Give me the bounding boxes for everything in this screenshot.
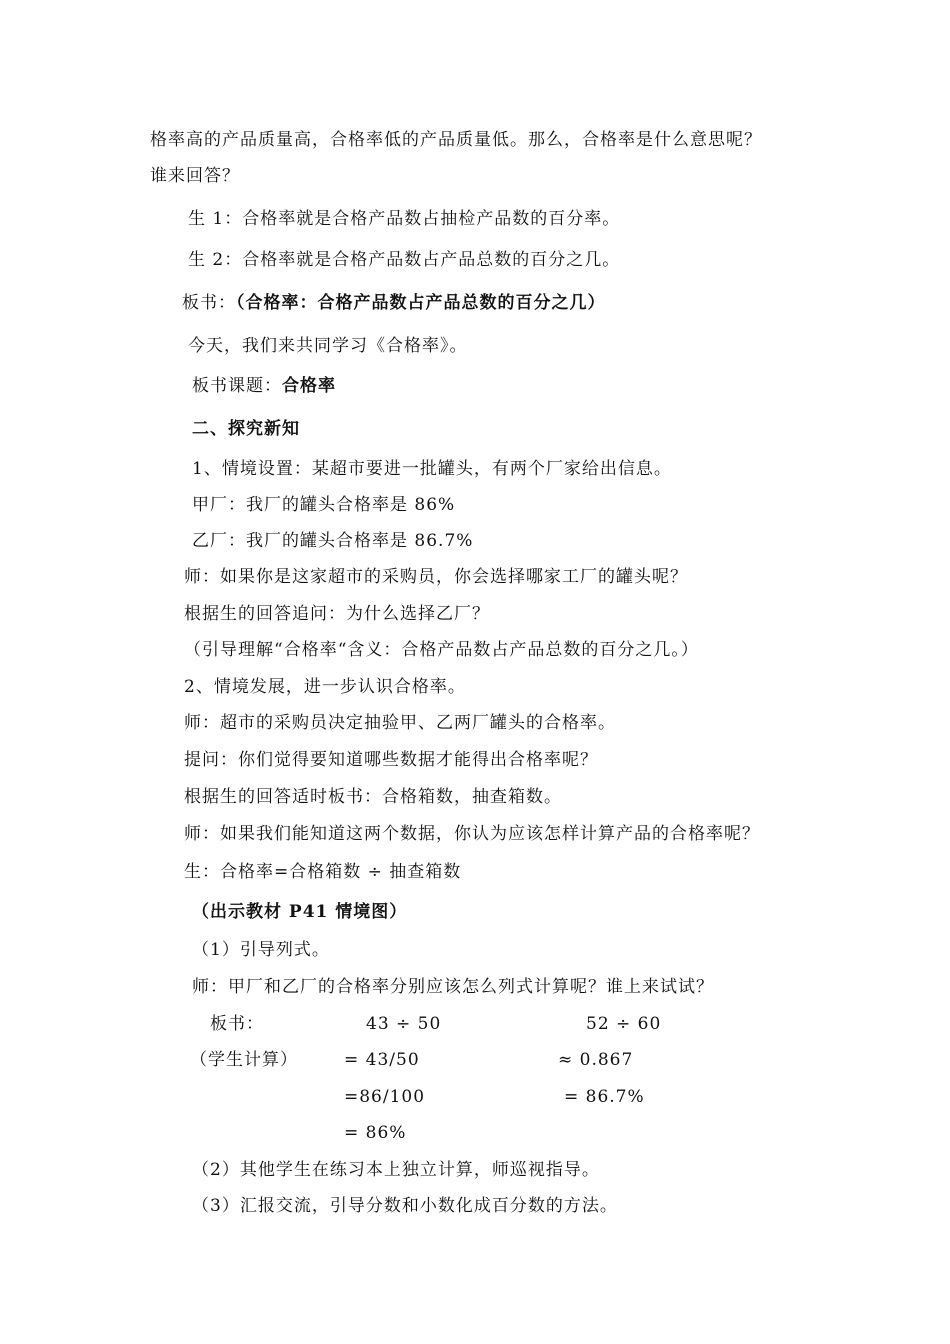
board-note (182, 293, 606, 313)
paragraph-line: 格率高的产品质量高，合格率低的产品质量低。那么，合格率是什么意思呢？ (150, 130, 762, 150)
paragraph-line: 谁来回答？ (150, 166, 240, 186)
textbook-note: （出示教材 P41 情境图） (192, 902, 408, 922)
paragraph-line: 根据生的回答追问：为什么选择乙厂？ (184, 604, 490, 624)
paragraph-line: 甲厂：我厂的罐头合格率是 86% (192, 495, 456, 515)
board-note-content: （合格率：合格产品数占产品总数的百分之几） (236, 293, 606, 313)
paragraph-line: 今天，我们来共同学习《合格率》。 (188, 336, 468, 356)
board-note-prefix: 板书： (182, 293, 236, 313)
paragraph-line: 师：如果你是这家超市的采购员，你会选择哪家工厂的罐头呢？ (184, 567, 688, 587)
calc-b-step: ≈ 0.867 (558, 1050, 634, 1070)
calc-b-step: = 86.7% (564, 1087, 645, 1107)
calc-a-step: =86/100 (344, 1087, 426, 1107)
paragraph-line: 1、情境设置：某超市要进一批罐头，有两个厂家给出信息。 (192, 459, 672, 479)
paragraph-line: （1）引导列式。 (192, 940, 330, 960)
paragraph-line: 师：超市的采购员决定抽验甲、乙两厂罐头的合格率。 (184, 713, 616, 733)
calc-note: （学生计算） (190, 1050, 298, 1070)
paragraph-line: （引导理解“合格率“含义：合格产品数占产品总数的百分之几。） (184, 640, 699, 660)
board-title-content: 合格率 (282, 376, 336, 396)
board-title (192, 376, 336, 396)
calc-b-step: 52 ÷ 60 (586, 1014, 662, 1034)
paragraph-line: 提问：你们觉得要知道哪些数据才能得出合格率呢？ (184, 750, 598, 770)
calc-label: 板书： (210, 1014, 264, 1034)
paragraph-line: 师：甲厂和乙厂的合格率分别应该怎么列式计算呢？谁上来试试？ (192, 977, 714, 997)
calc-a-step: 43 ÷ 50 (366, 1014, 442, 1034)
paragraph-line: 乙厂：我厂的罐头合格率是 86.7% (192, 531, 474, 551)
paragraph-line: （2）其他学生在练习本上独立计算，师巡视指导。 (192, 1160, 600, 1180)
paragraph-line: （3）汇报交流，引导分数和小数化成百分数的方法。 (192, 1196, 618, 1216)
paragraph-line: 师：如果我们能知道这两个数据，你认为应该怎样计算产品的合格率呢？ (184, 824, 760, 844)
student-answer-2: 生 2：合格率就是合格产品数占产品总数的百分之几。 (188, 250, 621, 270)
calc-a-step: = 86% (344, 1123, 407, 1143)
section-heading: 二、探究新知 (192, 419, 300, 439)
board-title-prefix: 板书课题： (192, 376, 282, 396)
paragraph-line: 生：合格率=合格箱数 ÷ 抽查箱数 (184, 862, 462, 882)
paragraph-line: 根据生的回答适时板书：合格箱数，抽查箱数。 (184, 787, 562, 807)
paragraph-line: 2、情境发展，进一步认识合格率。 (184, 677, 466, 697)
student-answer-1: 生 1：合格率就是合格产品数占抽检产品数的百分率。 (188, 209, 621, 229)
calc-a-step: = 43/50 (344, 1050, 420, 1070)
